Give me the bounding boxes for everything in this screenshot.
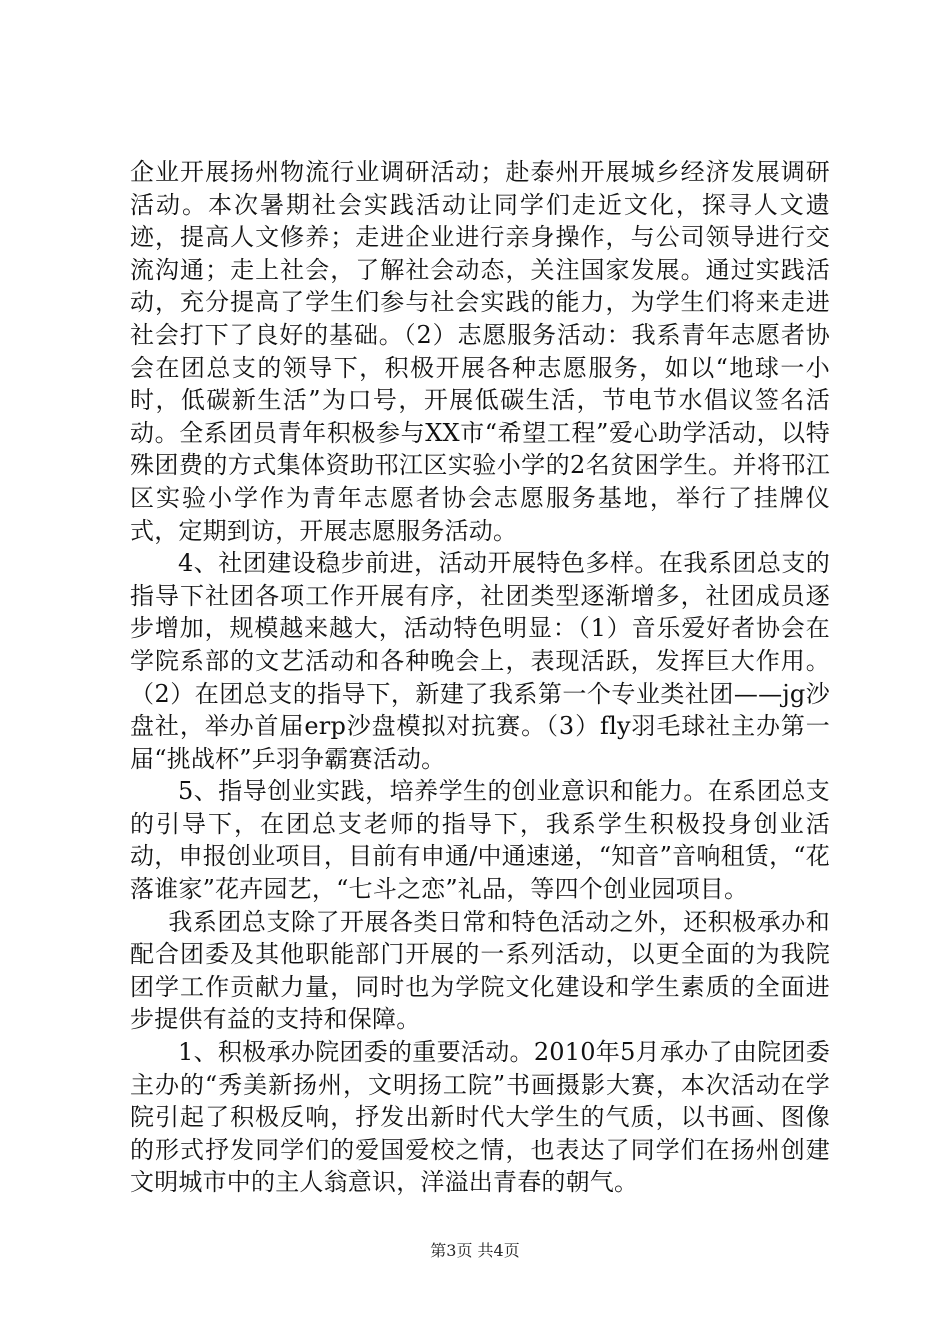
paragraph-clubs: 4、社团建设稳步前进，活动开展特色多样。在我系团总支的指导下社团各项工作开展有序，社团类型逐渐增多，社团成员逐步增加，规模越来越大，活动特色明显：（1）音乐爱好者协会在学院系部的文艺活动和各种晚会上，表现活跃，发挥巨大作用。（2）在团总支的指导下，新建了我系第一个专业类社团——jg沙盘社，举办首届erp沙盘模拟对抗赛。（3）fly羽毛球社主办第一届“挑战杯”乒羽争霸赛活动。	[130, 549, 830, 773]
paragraph-social-practice: 企业开展扬州物流行业调研活动；赴泰州开展城乡经济发展调研活动。本次暑期社会实践活动让同学们走近文化，探寻人文遗迹，提高人文修养；走进企业进行亲身操作，与公司领导进行交流沟通；走上社会，了解社会动态，关注国家发展。通过实践活动，充分提高了学生们参与社会实践的能力，为学生们将来走进社会打下了良好的基础。（2）志愿服务活动：我系青年志愿者协会在团总支的领导下，积极开展各种志愿服务，如以“地球一小时，低碳新生活”为口号，开展低碳生活，节电节水倡议签名活动。全系团员青年积极参与XX市“希望工程”爱心助学活动，以特殊团费的方式集体资助邗江区实验小学的2名贫困学生。并将邗江区实验小学作为青年志愿者协会志愿服务基地，举行了挂牌仪式，定期到访，开展志愿服务活动。	[130, 158, 830, 545]
paragraph-entrepreneurship: 5、指导创业实践，培养学生的创业意识和能力。在系团总支的引导下，在团总支老师的指导下，我系学生积极投身创业活动，申报创业项目，目前有申通/中通速递，“知音”音响租赁，“花落谁家”花卉园艺，“七斗之恋”礼品，等四个创业园项目。	[130, 777, 830, 904]
paragraph-summary: 我系团总支除了开展各类日常和特色活动之外，还积极承办和配合团委及其他职能部门开展的一系列活动，以更全面的为我院团学工作贡献力量，同时也为学院文化建设和学生素质的全面进步提供有益的支持和保障。	[130, 907, 830, 1034]
document-body	[130, 156, 830, 1199]
paragraph-youth-league-events: 1、积极承办院团委的重要活动。2010年5月承办了由院团委主办的“秀美新扬州，文明扬工院”书画摄影大赛，本次活动在学院引起了积极反响，抒发出新时代大学生的气质，以书画、图像的形式抒发同学们的爱国爱校之情，也表达了同学们在扬州创建文明城市中的主人翁意识，洋溢出青春的朝气。	[130, 1038, 830, 1197]
page-number-footer: 第3页 共4页	[430, 1241, 520, 1260]
